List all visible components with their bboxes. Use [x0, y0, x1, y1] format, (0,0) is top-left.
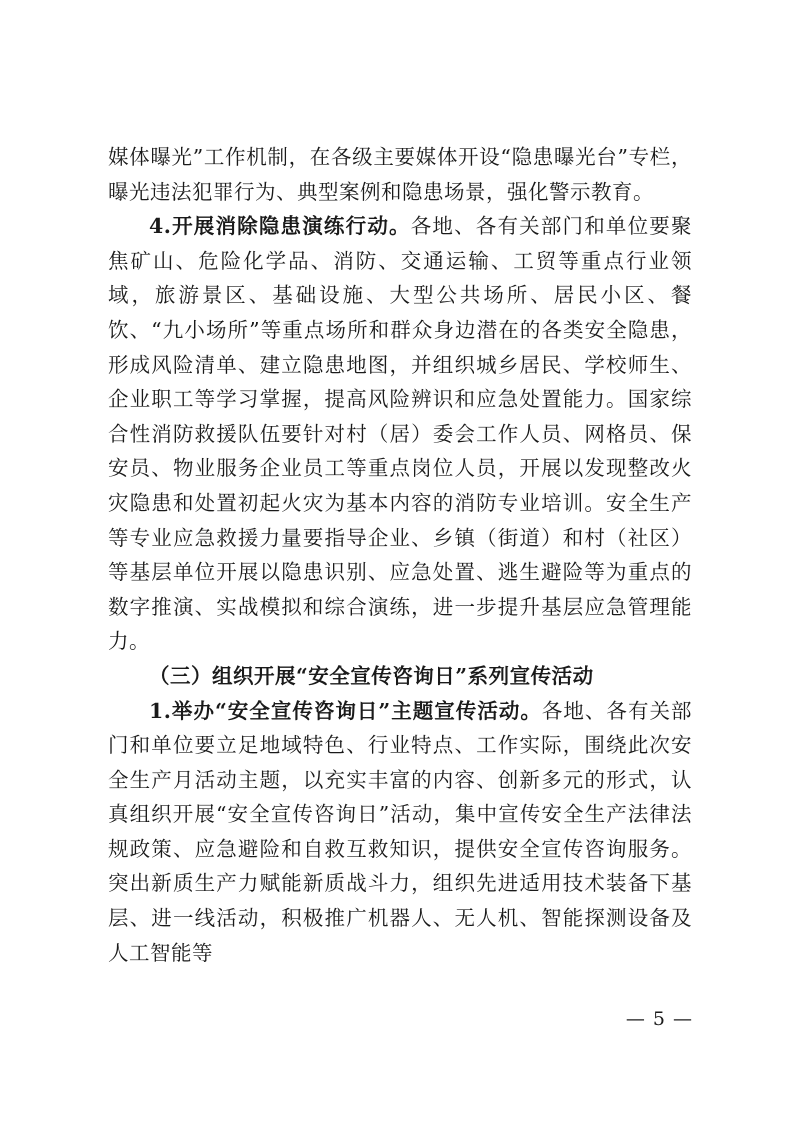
section-heading: （三）组织开展“安全宣传咨询日”系列宣传活动 — [149, 663, 594, 688]
paragraph-hazard-drill — [108, 209, 692, 659]
paragraph-lead: 1.举办“安全宣传咨询日”主题宣传活动。 — [149, 698, 542, 723]
document-body — [108, 140, 692, 970]
paragraph-text: 各地、各有关部门和单位要聚焦矿山、危险化学品、消防、交通运输、工贸等重点行业领域，旅游景区、基础设施、大型公共场所、居民小区、餐饮、“九小场所”等重点场所和群众身边潜在的各类安全隐患，形成风险清单、建立隐患地图，并组织城乡居民、学校师生、企业职工等学习掌握，提高风险辨识和应急处置能力。国家综合性消防救援队伍要针对村（居）委会工作人员、网格员、保安员、物业服务企业员工等重点岗位人员，开展以发现整改火灾隐患和处置初起火灾为基本内容的消防专业培训。安全生产等专业应急救援力量要指导企业、乡镇（街道）和村（社区）等基层单位开展以隐患识别、应急处置、逃生避险等为重点的数字推演、实战模拟和综合演练，进一步提升基层应急管理能力。 — [108, 214, 692, 654]
page-number: — 5 — — [625, 1008, 693, 1030]
paragraph-consultation-day — [108, 694, 692, 971]
paragraph-text: 媒体曝光”工作机制，在各级主要媒体开设“隐患曝光台”专栏，曝光违法犯罪行为、典型案例和隐患场景，强化警示教育。 — [108, 145, 692, 204]
paragraph-media-exposure — [108, 140, 692, 209]
paragraph-text: 各地、各有关部门和单位要立足地域特色、行业特点、工作实际，围绕此次安全生产月活动主题，以充实丰富的内容、创新多元的形式，认真组织开展“安全宣传咨询日”活动，集中宣传安全生产法律法规政策、应急避险和自救互救知识，提供安全宣传咨询服务。突出新质生产力赋能新质战斗力，组织先进适用技术装备下基层、进一线活动，积极推广机器人、无人机、智能探测设备及人工智能等 — [108, 698, 692, 965]
paragraph-lead: 4.开展消除隐患演练行动。 — [149, 214, 411, 239]
